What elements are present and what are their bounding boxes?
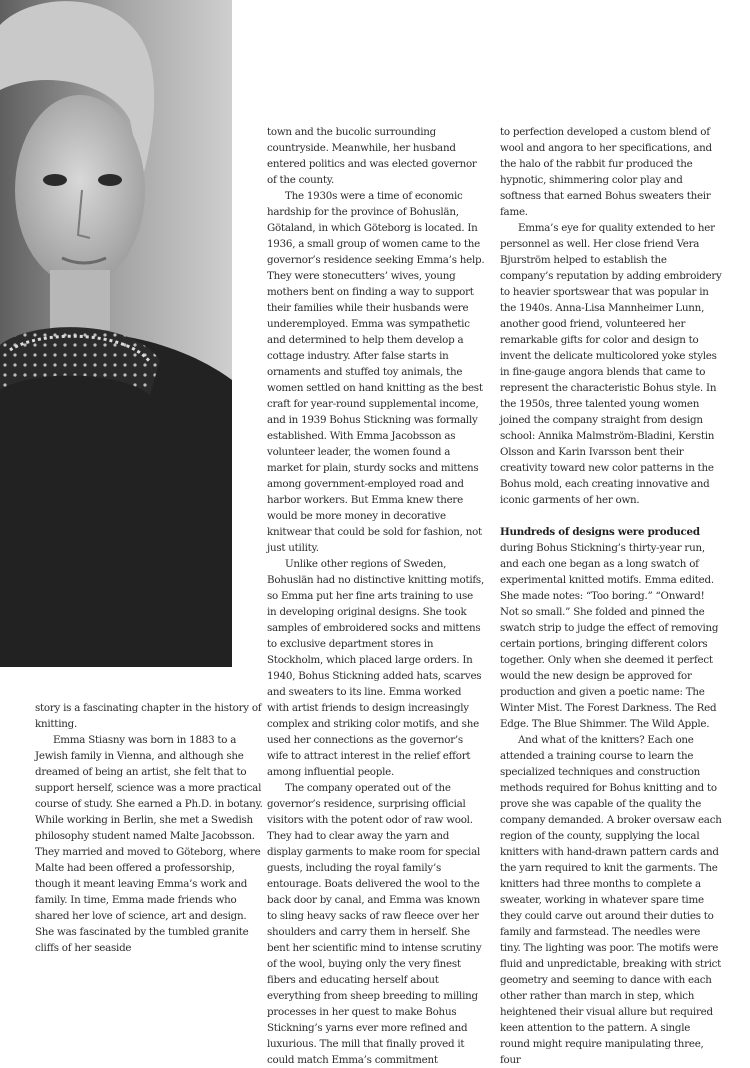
article-column-2 <box>267 124 485 1068</box>
paragraph: Emma Stiasny was born in 1883 to a Jewish family in Vienna, and although she dreamed of being an artist, she felt that to support herself, science was a more practical course of study. She earned a Ph.D. in botany. While working in Berlin, she met a Swedish philosophy student named Malte Jacobsson. They married and moved to Göteborg, where Malte had been offered a professorship, though it meant leaving Emma’s work and family. In time, Emma made friends who shared her love of science, art and design. She was fascinated by the tumbled granite cliffs of her seaside <box>35 734 263 954</box>
article-column-3 <box>500 124 722 1068</box>
paragraph-body: during Bohus Stickning’s thirty-year run, and each one began as a long swatch of experimental knitted motifs. Emma edited. She made notes: “Too boring.” “Onward! Not so small.” She folded and pinned the swatch strip to judge the effect of removing certain portions, bringing different colors together. Only when she deemed it perfect would the new design be approved for production and given a poetic name: The Winter Mist. The Forest Darkness. The Red Edge. The Blue Shimmer. The Wild Apple. <box>500 542 719 730</box>
paragraph: town and the bucolic surrounding countryside. Meanwhile, her husband entered politics and was elected governor of the county. <box>267 126 477 186</box>
paragraph: The company operated out of the governor’s residence, surprising official visitors with the potent odor of raw wool. They had to clear away the yarn and display garments to make room for special guests, including the royal family’s entourage. Boats delivered the wool to the back door by canal, and Emma was known to sling heavy sacks of raw fleece over her shoulders and carry them in herself. She bent her scientific mind to intense scrutiny of the wool, buying only the very finest fibers and educating herself about everything from sheep breeding to milling processes in her quest to make Bohus Stickning’s yarns ever more refined and luxurious. The mill that finally proved it could match Emma’s commitment <box>267 782 482 1066</box>
article-column-1 <box>35 700 263 956</box>
paragraph: The 1930s were a time of economic hardship for the province of Bohuslän, Götaland, in which Göteborg is located. In 1936, a small group of women came to the governor’s residence seeking Emma’s help. They were stonecutters’ wives, young mothers bent on finding a way to support their families while their husbands were underemployed. Emma was sympathetic and determined to help them develop a cottage industry. After false starts in ornaments and stuffed toy animals, the women settled on hand knitting as the best craft for year-round supplemental income, and in 1939 Bohus Stickning was formally established. With Emma Jacobsson as volunteer leader, the women found a market for plain, sturdy socks and mittens among government-employed road and harbor workers. But Emma knew there would be more money in decorative knitwear that could be sold for fashion, not just utility. <box>267 190 485 554</box>
lead-in-heading: Hundreds of designs were produced <box>500 526 700 538</box>
paragraph: to perfection developed a custom blend of wool and angora to her specifications, and the halo of the rabbit fur produced the hypnotic, shimmering color play and softness that earned Bohus sweaters their fame. <box>500 126 712 218</box>
paragraph: Emma’s eye for quality extended to her personnel as well. Her close friend Vera Bjurström helped to establish the company’s reputation by adding embroidery to heavier sportswear that was popular in the 1940s. Anna-Lisa Mannheimer Lunn, another good friend, volunteered her remarkable gifts for color and design to invent the delicate multicolored yoke styles in fine-gauge angora blends that came to represent the characteristic Bohus style. In the 1950s, three talented young women joined the company straight from design school: Annika Malmström-Bladini, Kerstin Olsson and Karin Ivarsson bent their creativity toward new color patterns in the Bohus mold, each creating innovative and iconic garments of her own. <box>500 222 722 506</box>
portrait-photo <box>0 0 232 667</box>
paragraph: And what of the knitters? Each one attended a training course to learn the specialized techniques and construction methods required for Bohus knitting and to prove she was capable of the quality the company demanded. A broker oversaw each region of the county, supplying the local knitters with hand-drawn pattern cards and the yarn required to knit the garments. The knitters had three months to complete a sweater, working in whatever spare time they could carve out around their duties to family and farmstead. The needles were tiny. The lighting was poor. The motifs were fluid and unpredictable, breaking with strict geometry and seeming to dance with each other rather than march in step, which heightened their visual allure but required keen attention to the pattern. A single round might require manipulating three, four <box>500 734 722 1066</box>
paragraph <box>500 524 722 732</box>
paragraph: story is a fascinating chapter in the history of knitting. <box>35 702 262 730</box>
paragraph: Unlike other regions of Sweden, Bohuslän had no distinctive knitting motifs, so Emma put her fine arts training to use in developing original designs. She took samples of embroidered socks and mittens to exclusive department stores in Stockholm, which placed large orders. In 1940, Bohus Stickning added hats, scarves and sweaters to its line. Emma worked with artist friends to design increasingly complex and striking color motifs, and she used her connections as the governor’s wife to attract interest in the relief effort among influential people. <box>267 558 484 778</box>
